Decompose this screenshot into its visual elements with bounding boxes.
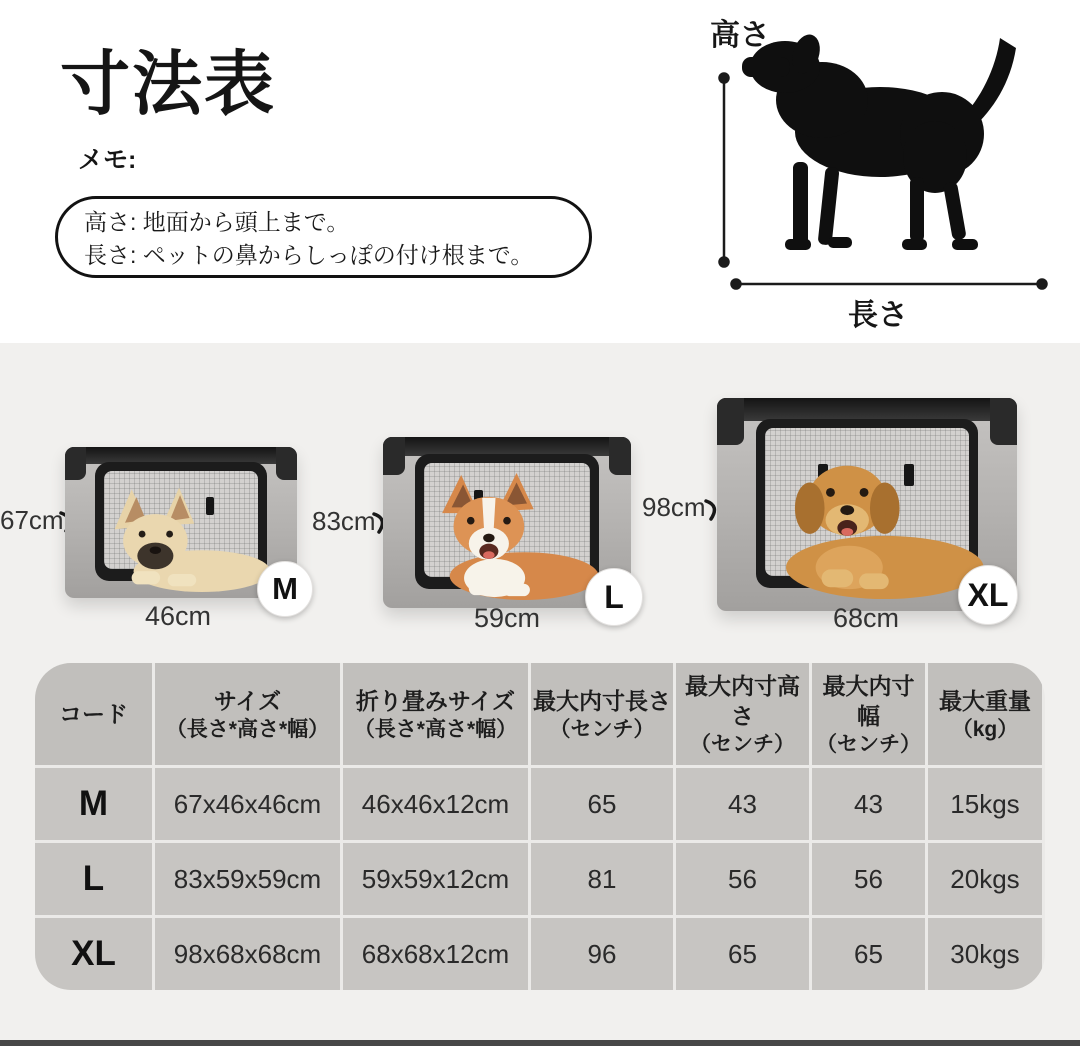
- table-cell: 15kgs: [928, 768, 1042, 840]
- crate-m-corner: [65, 447, 86, 480]
- table-cell: 98x68x68cm: [155, 918, 340, 990]
- header-line: 最大内寸幅: [822, 672, 915, 729]
- height-measure-line: [720, 74, 729, 267]
- size-badge-m: M: [257, 561, 313, 617]
- size-table: [35, 663, 1045, 990]
- crate-m-height-label: 67cm: [0, 505, 64, 535]
- crate-xl-length-label: 68cm: [832, 603, 900, 633]
- header-line: コード: [59, 701, 128, 727]
- size-badge-l: L: [585, 568, 643, 626]
- memo-line-height: 高さ: 地面から頭上まで。: [84, 209, 350, 235]
- height-label: 高さ: [710, 19, 770, 52]
- bottom-bar: [0, 1040, 1080, 1046]
- crate-xl-corner: [717, 398, 744, 445]
- crate-xl-corner: [990, 398, 1017, 445]
- table-header-max-inner-height: [676, 663, 809, 765]
- table-cell: 67x46x46cm: [155, 768, 340, 840]
- table-header-max-inner-length: [531, 663, 673, 765]
- table-cell: 68x68x12cm: [343, 918, 528, 990]
- memo-bubble: [55, 196, 592, 278]
- crate-m-length-label: 46cm: [144, 601, 212, 631]
- header-line: （長さ*高さ*幅）: [353, 717, 518, 741]
- memo-line-length: 長さ: ペットの鼻からしっぽの付け根まで。: [84, 242, 534, 268]
- table-header-max-weight: [928, 663, 1042, 765]
- header-line: 最大重量: [939, 687, 1031, 714]
- table-cell: 96: [531, 918, 673, 990]
- table-cell: 20kgs: [928, 843, 1042, 915]
- table-cell: XL: [35, 918, 152, 990]
- table-cell: 83x59x59cm: [155, 843, 340, 915]
- crate-l-corner: [383, 437, 405, 475]
- french-bulldog-icon: [86, 480, 276, 592]
- table-cell: 65: [676, 918, 809, 990]
- table-cell: 56: [812, 843, 925, 915]
- table-cell: 81: [531, 843, 673, 915]
- table-cell: L: [35, 843, 152, 915]
- length-label: 長さ: [848, 299, 908, 332]
- header-line: （センチ）: [816, 732, 921, 756]
- corgi-icon: [402, 471, 612, 601]
- crate-m-corner: [276, 447, 297, 480]
- table-cell: 56: [676, 843, 809, 915]
- crate-l-top-frame: [383, 437, 631, 456]
- header-line: （kg）: [951, 717, 1019, 741]
- dog-measurement-diagram: [690, 2, 1072, 338]
- length-measure-line: [732, 280, 1047, 289]
- crate-xl-height-label: 98cm: [642, 492, 706, 522]
- header-line: 最大内寸高さ: [685, 672, 800, 729]
- table-cell: 65: [531, 768, 673, 840]
- table-cell: 46x46x12cm: [343, 768, 528, 840]
- golden-retriever-icon: [738, 445, 996, 603]
- header-line: （長さ*高さ*幅）: [165, 717, 330, 741]
- table-cell: 43: [812, 768, 925, 840]
- table-cell: M: [35, 768, 152, 840]
- table-header-max-inner-width: [812, 663, 925, 765]
- page-title: 寸法表: [60, 45, 276, 123]
- table-cell: 65: [812, 918, 925, 990]
- header-line: サイズ: [213, 687, 282, 714]
- table-header-size: [155, 663, 340, 765]
- memo-label: メモ:: [78, 146, 137, 174]
- table-header-folded-size: [343, 663, 528, 765]
- header-line: （センチ）: [690, 732, 795, 756]
- crate-l-corner: [609, 437, 631, 475]
- table-header-code: [35, 663, 152, 765]
- table-cell: 59x59x12cm: [343, 843, 528, 915]
- table-cell: 43: [676, 768, 809, 840]
- header-line: （センチ）: [549, 717, 655, 741]
- size-badge-xl: XL: [958, 565, 1018, 625]
- crate-xl-top-frame: [717, 398, 1017, 421]
- crate-l-length-label: 59cm: [473, 603, 541, 633]
- crate-l-height-label: 83cm: [312, 506, 376, 536]
- table-cell: 30kgs: [928, 918, 1042, 990]
- header-line: 最大内寸長さ: [533, 687, 671, 714]
- header-line: 折り畳みサイズ: [355, 687, 516, 714]
